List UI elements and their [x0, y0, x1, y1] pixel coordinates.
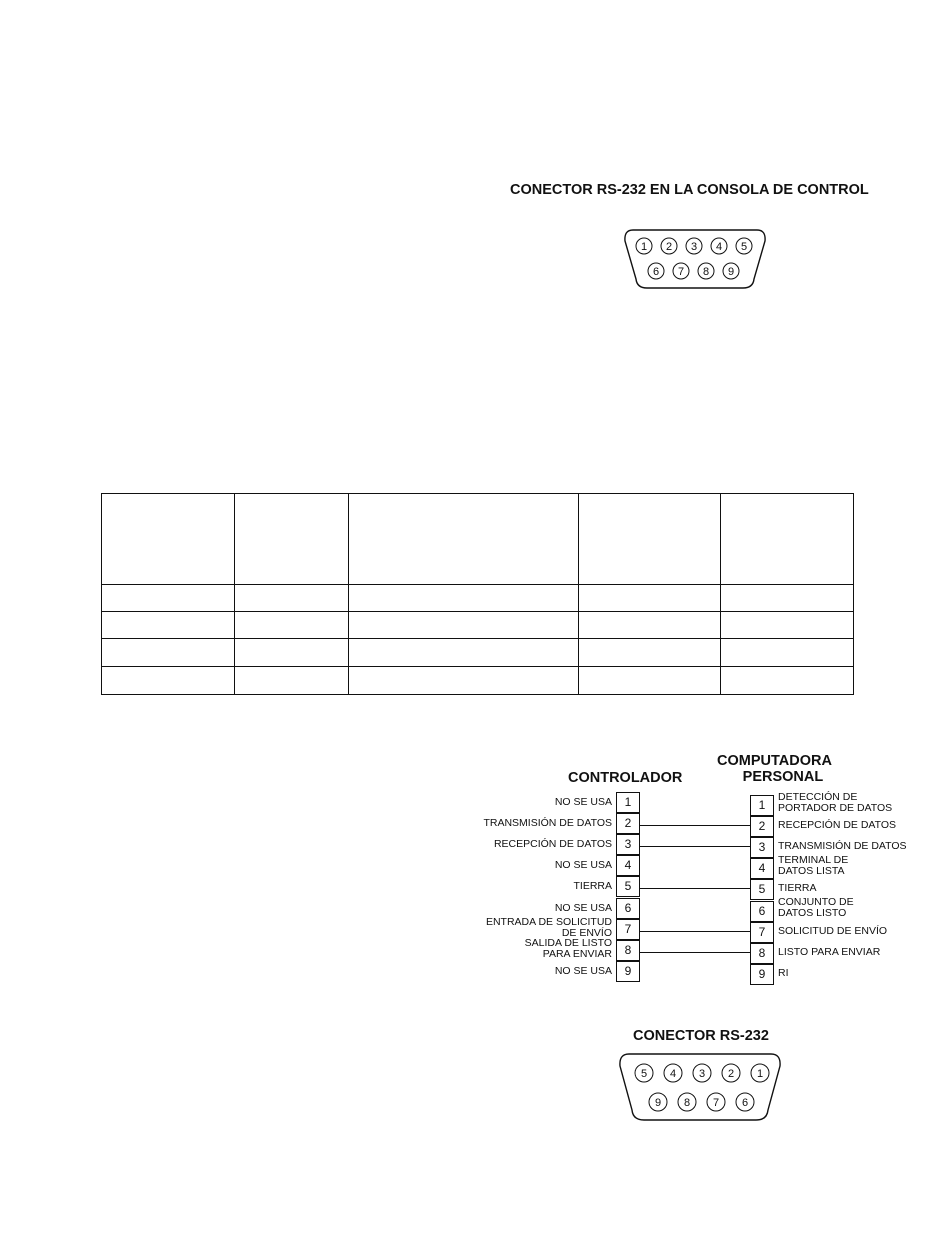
connector-pin-number: 3 [698, 1068, 706, 1080]
table-cell [579, 494, 721, 585]
pc-pin-box: 1 [750, 795, 774, 816]
connection-wire [640, 888, 750, 889]
table-cell [721, 667, 854, 695]
controller-pin-label: SALIDA DE LISTO PARA ENVIAR [524, 937, 612, 961]
connector-pin-number: 9 [654, 1097, 662, 1109]
connector-pin-number: 2 [665, 241, 673, 253]
controller-pin-label: RECEPCIÓN DE DATOS [493, 838, 612, 851]
connector-pin-number: 6 [652, 266, 660, 278]
connector-pin [707, 1093, 725, 1111]
connector-pin-number: 3 [690, 241, 698, 253]
connector-pin-number: 7 [677, 266, 685, 278]
controller-pin-box: 2 [616, 813, 640, 834]
connector-pin-number: 9 [727, 266, 735, 278]
controller-pin-label: TIERRA [573, 880, 612, 893]
table-cell [349, 612, 579, 639]
pc-pin-label: SOLICITUD DE ENVÍO [778, 924, 888, 937]
pc-pin-box: 2 [750, 816, 774, 837]
table-row [102, 639, 854, 667]
data-table [101, 493, 854, 695]
pc-pin-box: 6 [750, 901, 774, 922]
connector-pin-number: 1 [756, 1068, 764, 1080]
pc-pin-box: 5 [750, 879, 774, 900]
controller-pin-box: 5 [616, 876, 640, 897]
controller-pin-label: ENTRADA DE SOLICITUD DE ENVÍO [485, 916, 612, 940]
pc-title-line1: COMPUTADORA [717, 753, 832, 769]
table-cell [235, 585, 349, 612]
table-cell [721, 494, 854, 585]
connection-wire [640, 846, 750, 847]
controller-pin-box: 7 [616, 919, 640, 940]
pc-pin-box: 4 [750, 858, 774, 879]
controller-pin-label: NO SE USA [554, 796, 612, 808]
pc-connector-shell [620, 1054, 780, 1120]
connector-pin-number: 8 [683, 1097, 691, 1109]
controller-pin-box: 1 [616, 792, 640, 813]
connector-pin [723, 263, 739, 279]
table-cell [579, 639, 721, 667]
table-cell [235, 639, 349, 667]
controller-pin-box: 8 [616, 940, 640, 961]
table-row [102, 585, 854, 612]
connector-pin [636, 238, 652, 254]
connector-pin-number: 1 [640, 241, 648, 253]
table-cell [721, 585, 854, 612]
connector-pin [649, 1093, 667, 1111]
connector-pin [722, 1064, 740, 1082]
pc-pin-label: TRANSMISIÓN DE DATOS [778, 840, 907, 853]
table-cell [102, 612, 235, 639]
connector-pin [698, 263, 714, 279]
pc-pin-label: CONJUNTO DE DATOS LISTO [778, 896, 854, 919]
table-cell [721, 612, 854, 639]
connector-pin-number: 5 [740, 241, 748, 253]
console-connector-shell [625, 230, 765, 288]
connector-pin-number: 7 [712, 1097, 720, 1109]
pc-pin-label: TIERRA [778, 882, 817, 895]
table-cell [349, 494, 579, 585]
pc-pin-box: 7 [750, 922, 774, 943]
pc-pin-label: TERMINAL DE DATOS LISTA [778, 853, 849, 877]
connector-pin-number: 4 [669, 1068, 677, 1080]
table-cell [349, 585, 579, 612]
table-cell [721, 639, 854, 667]
connector-pin [686, 238, 702, 254]
pc-connector [620, 1054, 780, 1120]
pc-pin-label: LISTO PARA ENVIAR [778, 945, 881, 958]
connector-pin-number: 8 [702, 266, 710, 278]
connection-wire [640, 931, 750, 932]
connector-pin-number: 5 [640, 1068, 648, 1080]
controller-pin-label: NO SE USA [554, 901, 612, 914]
connection-wire [640, 952, 750, 953]
connector-pin [751, 1064, 769, 1082]
pc-pin-box: 3 [750, 837, 774, 858]
connector-pin [736, 238, 752, 254]
connector-pin [693, 1064, 711, 1082]
controller-pin-box: 9 [616, 961, 640, 982]
table-cell [102, 585, 235, 612]
connector-pin [711, 238, 727, 254]
connector-pin [673, 263, 689, 279]
table-cell [235, 494, 349, 585]
pc-pin-label: RI [778, 966, 789, 979]
controller-pin-label: TRANSMISIÓN DE DATOS [483, 817, 612, 830]
console-connector-title: CONECTOR RS-232 EN LA CONSOLA DE CONTROL [510, 182, 869, 198]
table-cell [579, 585, 721, 612]
table-cell [102, 667, 235, 695]
table-cell [235, 667, 349, 695]
table-row [102, 494, 854, 585]
table-row [102, 612, 854, 639]
connector-pin-number: 4 [715, 241, 723, 253]
console-connector [625, 230, 765, 288]
connector-pin [648, 263, 664, 279]
connector-pin [678, 1093, 696, 1111]
connector-pin [635, 1064, 653, 1082]
controller-pin-box: 3 [616, 834, 640, 855]
controller-pin-label: NO SE USA [554, 859, 612, 872]
controller-title: CONTROLADOR [568, 770, 683, 786]
pc-pin-box: 8 [750, 943, 774, 964]
table-cell [579, 667, 721, 695]
pc-pin-label: DETECCIÓN DE PORTADOR DE DATOS [778, 790, 893, 814]
connector-pin-number: 6 [741, 1097, 749, 1109]
table-cell [579, 612, 721, 639]
connector-pin-number: 2 [727, 1068, 735, 1080]
controller-pin-box: 4 [616, 855, 640, 876]
controller-pin-box: 6 [616, 898, 640, 919]
connector-pin [736, 1093, 754, 1111]
rs232-connector-title: CONECTOR RS-232 [633, 1028, 769, 1044]
connector-pin [664, 1064, 682, 1082]
pc-pin-box: 9 [750, 964, 774, 985]
table-cell [235, 612, 349, 639]
connection-wire [640, 825, 750, 826]
pc-title [717, 753, 832, 785]
table-cell [349, 667, 579, 695]
table-row [102, 667, 854, 695]
connector-pin [661, 238, 677, 254]
table-cell [102, 639, 235, 667]
pc-title-line2: PERSONAL [742, 769, 824, 785]
table-cell [349, 639, 579, 667]
pc-pin-label: RECEPCIÓN DE DATOS [778, 819, 897, 832]
table-cell [102, 494, 235, 585]
controller-pin-label: NO SE USA [554, 964, 612, 977]
